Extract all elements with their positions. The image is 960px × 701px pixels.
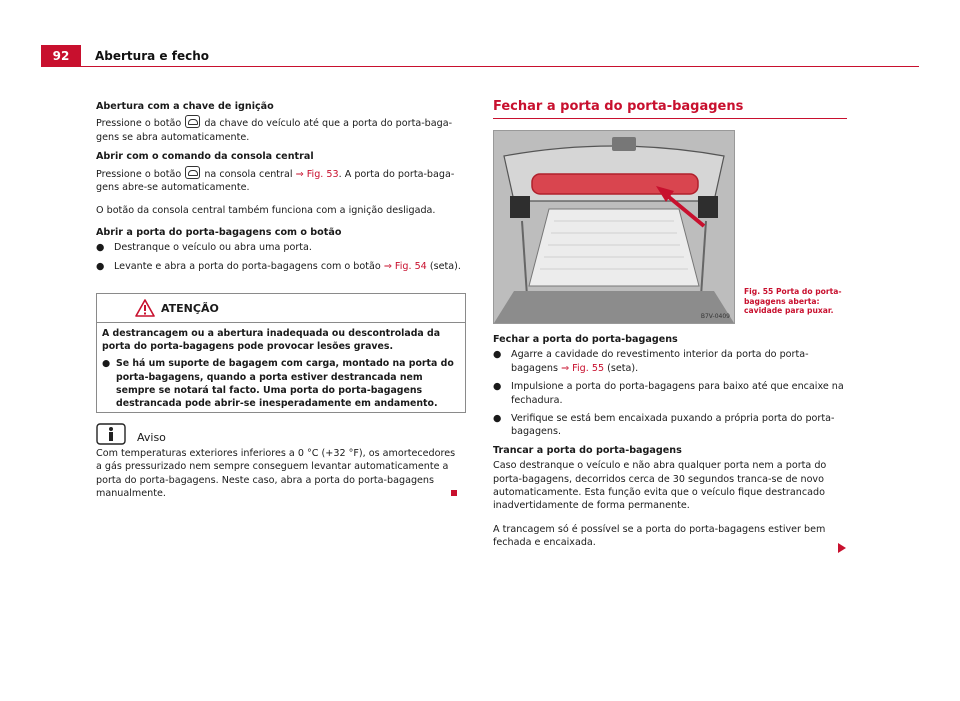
section-end-marker (451, 490, 457, 496)
text: Agarre a cavidade do revestimento interior da porta do porta-bagagens (511, 349, 809, 374)
figure-caption (744, 287, 844, 316)
chapter-title: Abertura e fecho (95, 49, 209, 63)
caption-text: Porta do porta-bagagens aberta: cavidade para puxar. (744, 287, 842, 316)
trunk-button-icon (185, 166, 200, 179)
bullet-icon: ● (102, 358, 111, 370)
list-item (493, 348, 847, 375)
bullet-icon: ● (493, 413, 502, 425)
right-column (493, 333, 847, 556)
bullet-icon: ● (96, 242, 105, 254)
text: da chave do veículo até que a porta do porta-baga-gens se abra automaticamente. (96, 118, 453, 143)
figure-link-53[interactable]: ⇒ Fig. 53 (295, 168, 339, 180)
paragraph-center-console (96, 166, 464, 195)
text: . A porta do porta-baga-gens abre-se automaticamente. (96, 168, 455, 194)
heading-center-console: Abrir com o comando da consola central (96, 151, 314, 163)
left-column (96, 100, 464, 278)
note-text: Com temperaturas exteriores inferiores a 0 °C (+32 °F), os amortecedores a gás pressurizado nem sempre conseguem levantar automaticamente a porta do porta-bagagens. Neste caso, abra a porta do porta-bagagens manualmente. (96, 448, 456, 500)
heading-close-trunk: Fechar a porta do porta-bagagens (493, 334, 678, 345)
text: Verifique se está bem encaixada puxando a própria porta do porta-bagagens. (511, 413, 835, 438)
warning-title: ATENÇÃO (161, 302, 219, 315)
section-title: Fechar a porta do porta-bagagens (493, 99, 744, 114)
text: Levante e abra a porta do porta-bagagens com o botão (114, 260, 381, 272)
caption-number: Fig. 55 (744, 287, 774, 296)
text (511, 348, 847, 375)
heading-ignition-key: Abertura com a chave de ignição (96, 101, 274, 112)
paragraph-ignition-key (96, 115, 464, 144)
figure-link-54[interactable]: ⇒ Fig. 54 (383, 260, 427, 272)
heading-open-with-button: Abrir a porta do porta-bagagens com o botão (96, 226, 342, 238)
warning-icon (135, 299, 155, 317)
list-item (96, 241, 464, 254)
info-icon (96, 423, 126, 449)
figure-link-55[interactable]: ⇒ Fig. 55 (561, 362, 605, 374)
continue-arrow-icon (838, 543, 846, 553)
warning-body (97, 323, 465, 414)
list-item (96, 260, 464, 273)
list-item (493, 412, 847, 439)
figure-55 (493, 130, 735, 324)
section-rule (493, 118, 847, 119)
warning-header (97, 294, 465, 323)
text: (seta). (429, 260, 461, 272)
paragraph-ignition-off: O botão da consola central também funciona com a ignição desligada. (96, 205, 436, 217)
paragraph-auto-lock: Caso destranque o veículo e não abra qualquer porta nem a porta do porta-bagagens, decorridos cerca de 30 segundos tranca-se de novo automaticamente. Esta função evita que o veículo fique destrancado inadvertidamente de forma permanente. (493, 460, 827, 512)
heading-lock-trunk: Trancar a porta do porta-bagagens (493, 444, 682, 456)
warning-text: A destrancagem ou a abertura inadequada ou descontrolada da porta do porta-bagagens pode provocar lesões graves. (102, 328, 441, 353)
text: Pressione o botão (96, 168, 182, 180)
text: (seta). (607, 362, 639, 374)
text: Impulsione a porta do porta-bagagens para baixo até que encaixe na fechadura. (511, 381, 844, 406)
text: Pressione o botão (96, 118, 182, 130)
trunk-button-icon (185, 115, 200, 128)
list-item (493, 380, 847, 407)
text: Se há um suporte de bagagem com carga, montado na porta do porta-bagagens, quando a porta estiver destrancada nem sempre se notará tal facto. Uma porta do porta-bagagens destrancada pode abrir-se inesperadamente em andamento. (116, 358, 454, 410)
paragraph-lock-condition: A trancagem só é possível se a porta do porta-bagagens estiver bem fechada e encaixada. (493, 523, 826, 549)
header-rule (41, 66, 919, 67)
text: na consola central (204, 168, 293, 180)
note-title: Aviso (137, 431, 166, 444)
text (114, 260, 461, 273)
bullet-icon: ● (493, 381, 502, 393)
warning-box (96, 293, 466, 413)
bullet-icon: ● (493, 349, 502, 361)
page-number: 92 (41, 45, 81, 67)
text: Destranque o veículo ou abra uma porta. (114, 242, 312, 254)
list-item (102, 357, 460, 410)
figure-code: B7V-0409 (700, 313, 730, 320)
trunk-illustration (494, 131, 734, 323)
bullet-icon: ● (96, 260, 105, 272)
